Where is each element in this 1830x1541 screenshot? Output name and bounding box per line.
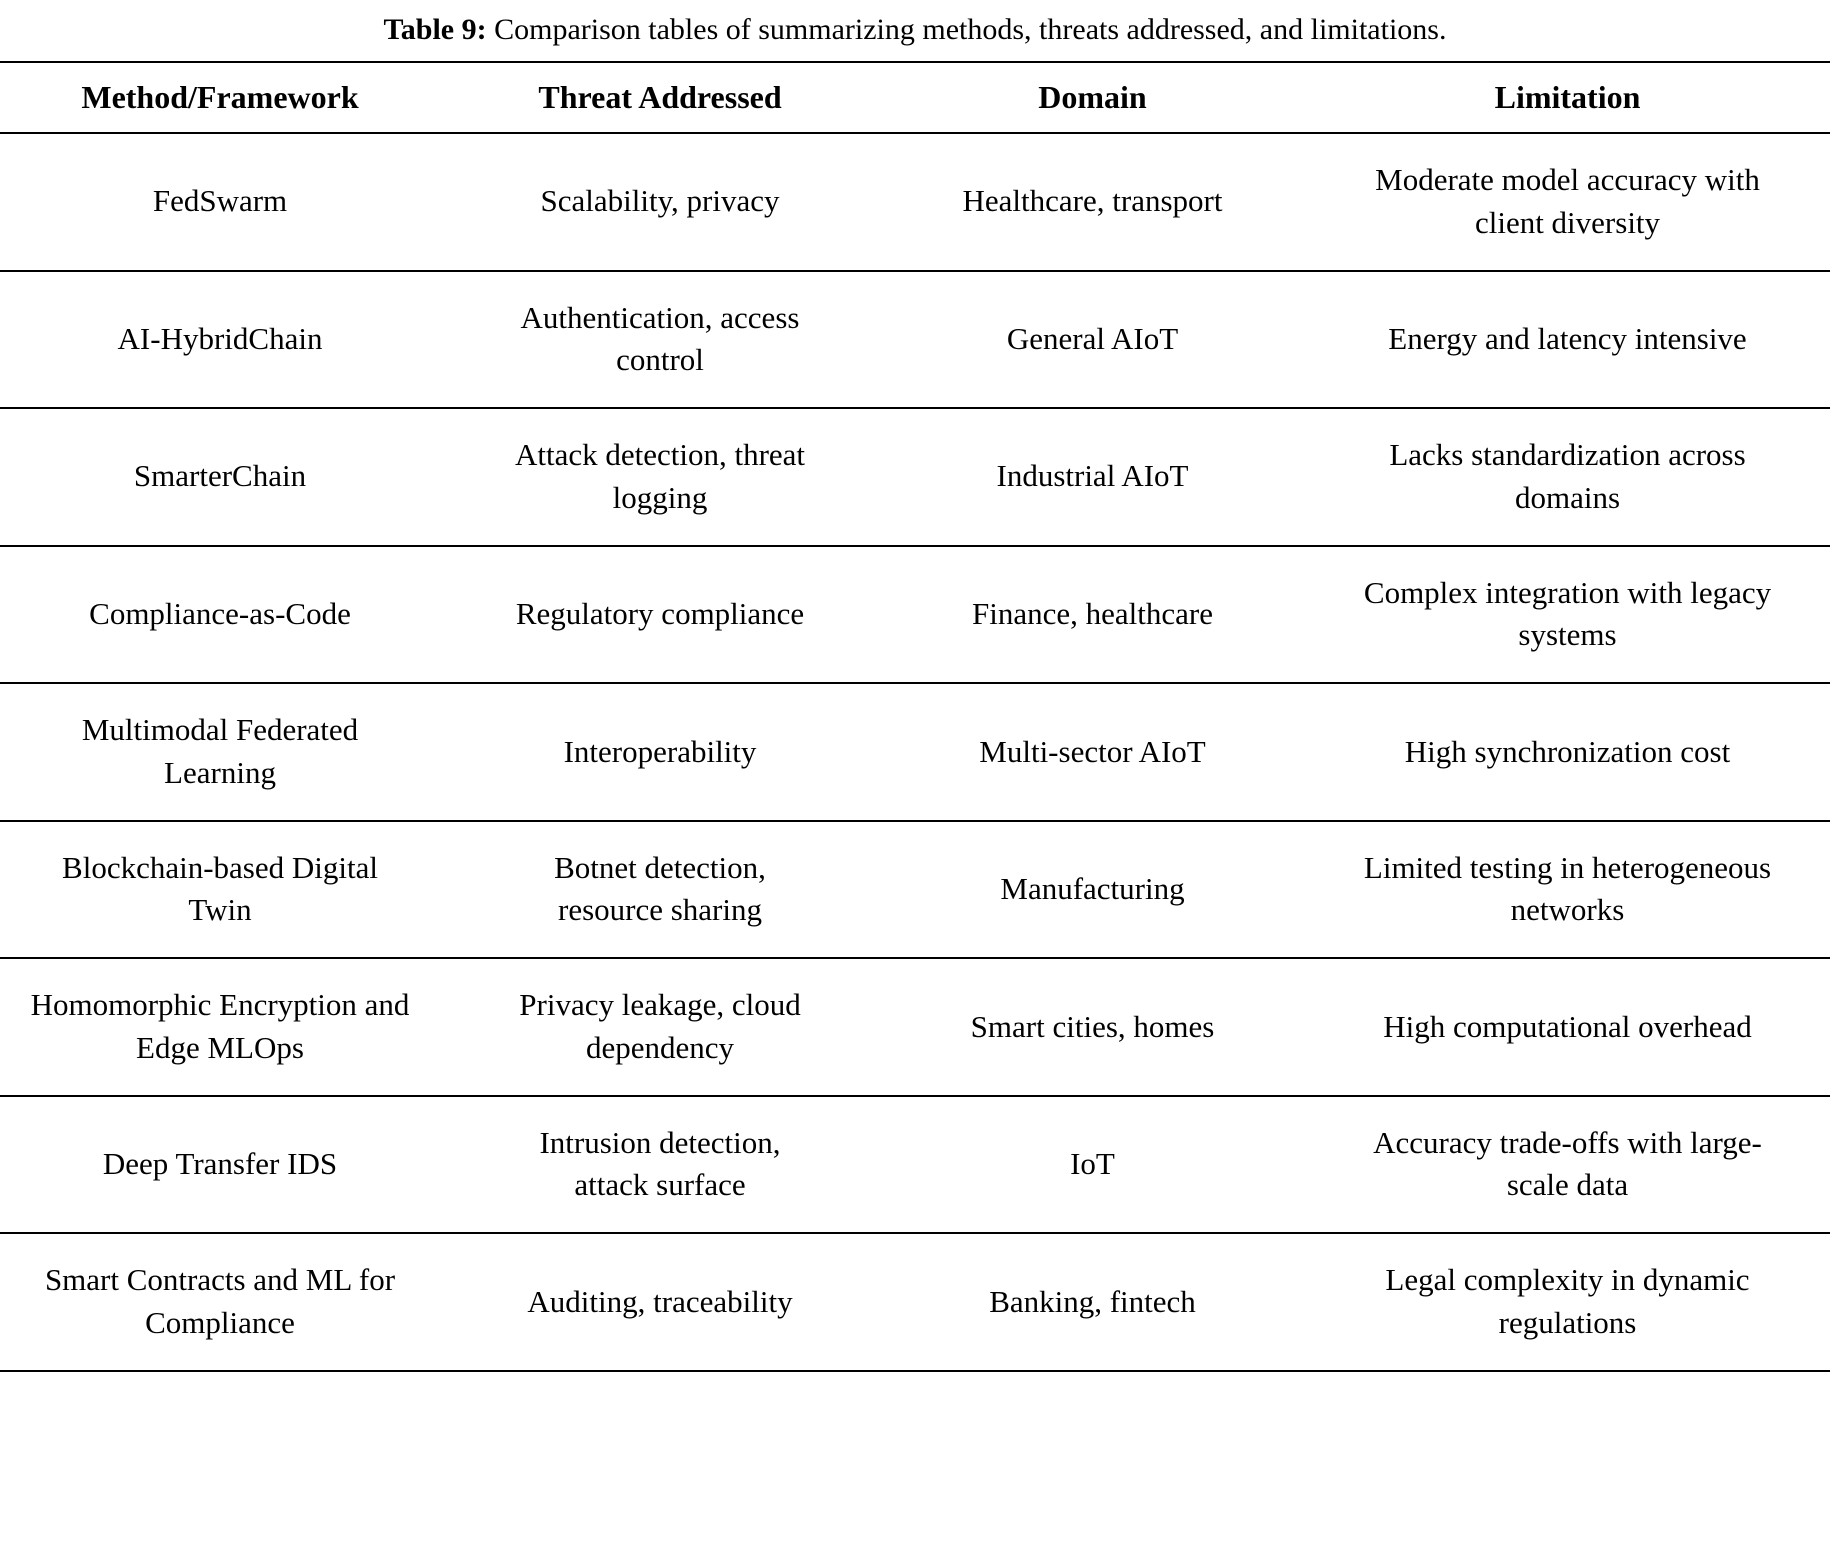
header-domain: Domain [880, 62, 1305, 133]
header-threat-addressed: Threat Addressed [440, 62, 880, 133]
table-cell: Healthcare, transport [880, 133, 1305, 271]
table-row [0, 958, 1830, 1096]
table-row [0, 546, 1830, 684]
table-row [0, 408, 1830, 546]
table-cell: Auditing, traceability [440, 1233, 880, 1371]
table-body [0, 133, 1830, 1371]
table-header [0, 62, 1830, 133]
comparison-table [0, 61, 1830, 1372]
table-cell: Multi-sector AIoT [880, 683, 1305, 821]
table-cell: Banking, fintech [880, 1233, 1305, 1371]
table-cell: Scalability, privacy [440, 133, 880, 271]
table-cell: Smart Contracts and ML for Compliance [0, 1233, 440, 1371]
table-header-row [0, 62, 1830, 133]
table-row [0, 1233, 1830, 1371]
table-cell: Lacks standardization across domains [1305, 408, 1830, 546]
table-row [0, 821, 1830, 959]
table-cell: Deep Transfer IDS [0, 1096, 440, 1234]
table-cell: Privacy leakage, cloud dependency [440, 958, 880, 1096]
table-cell: Limited testing in heterogeneous networks [1305, 821, 1830, 959]
table-cell: Blockchain-based Digital Twin [0, 821, 440, 959]
table-cell: IoT [880, 1096, 1305, 1234]
table-cell: General AIoT [880, 271, 1305, 409]
table-cell: Manufacturing [880, 821, 1305, 959]
table-cell: Attack detection, threat logging [440, 408, 880, 546]
table-cell: Energy and latency intensive [1305, 271, 1830, 409]
table-cell: Industrial AIoT [880, 408, 1305, 546]
table-cell: Regulatory compliance [440, 546, 880, 684]
table-row [0, 133, 1830, 271]
table-caption-label: Table 9: [383, 13, 487, 46]
table-row [0, 271, 1830, 409]
table-cell: Complex integration with legacy systems [1305, 546, 1830, 684]
table-cell: Intrusion detection, attack surface [440, 1096, 880, 1234]
header-limitation: Limitation [1305, 62, 1830, 133]
table-cell: FedSwarm [0, 133, 440, 271]
table-cell: Multimodal Federated Learning [0, 683, 440, 821]
table-cell: Moderate model accuracy with client diversity [1305, 133, 1830, 271]
table-cell: Homomorphic Encryption and Edge MLOps [0, 958, 440, 1096]
table-row [0, 683, 1830, 821]
table-caption [0, 0, 1830, 61]
table-cell: Accuracy trade-offs with large-scale data [1305, 1096, 1830, 1234]
table-cell: AI-HybridChain [0, 271, 440, 409]
table-cell: Interoperability [440, 683, 880, 821]
table-caption-text: Comparison tables of summarizing methods, threats addressed, and limitations. [494, 13, 1447, 46]
table-row [0, 1096, 1830, 1234]
table-cell: High synchronization cost [1305, 683, 1830, 821]
table-cell: Compliance-as-Code [0, 546, 440, 684]
table-cell: Botnet detection, resource sharing [440, 821, 880, 959]
table-cell: SmarterChain [0, 408, 440, 546]
table-cell: Smart cities, homes [880, 958, 1305, 1096]
table-cell: Finance, healthcare [880, 546, 1305, 684]
header-method-framework: Method/Framework [0, 62, 440, 133]
table-cell: Legal complexity in dynamic regulations [1305, 1233, 1830, 1371]
table-cell: Authentication, access control [440, 271, 880, 409]
table-cell: High computational overhead [1305, 958, 1830, 1096]
